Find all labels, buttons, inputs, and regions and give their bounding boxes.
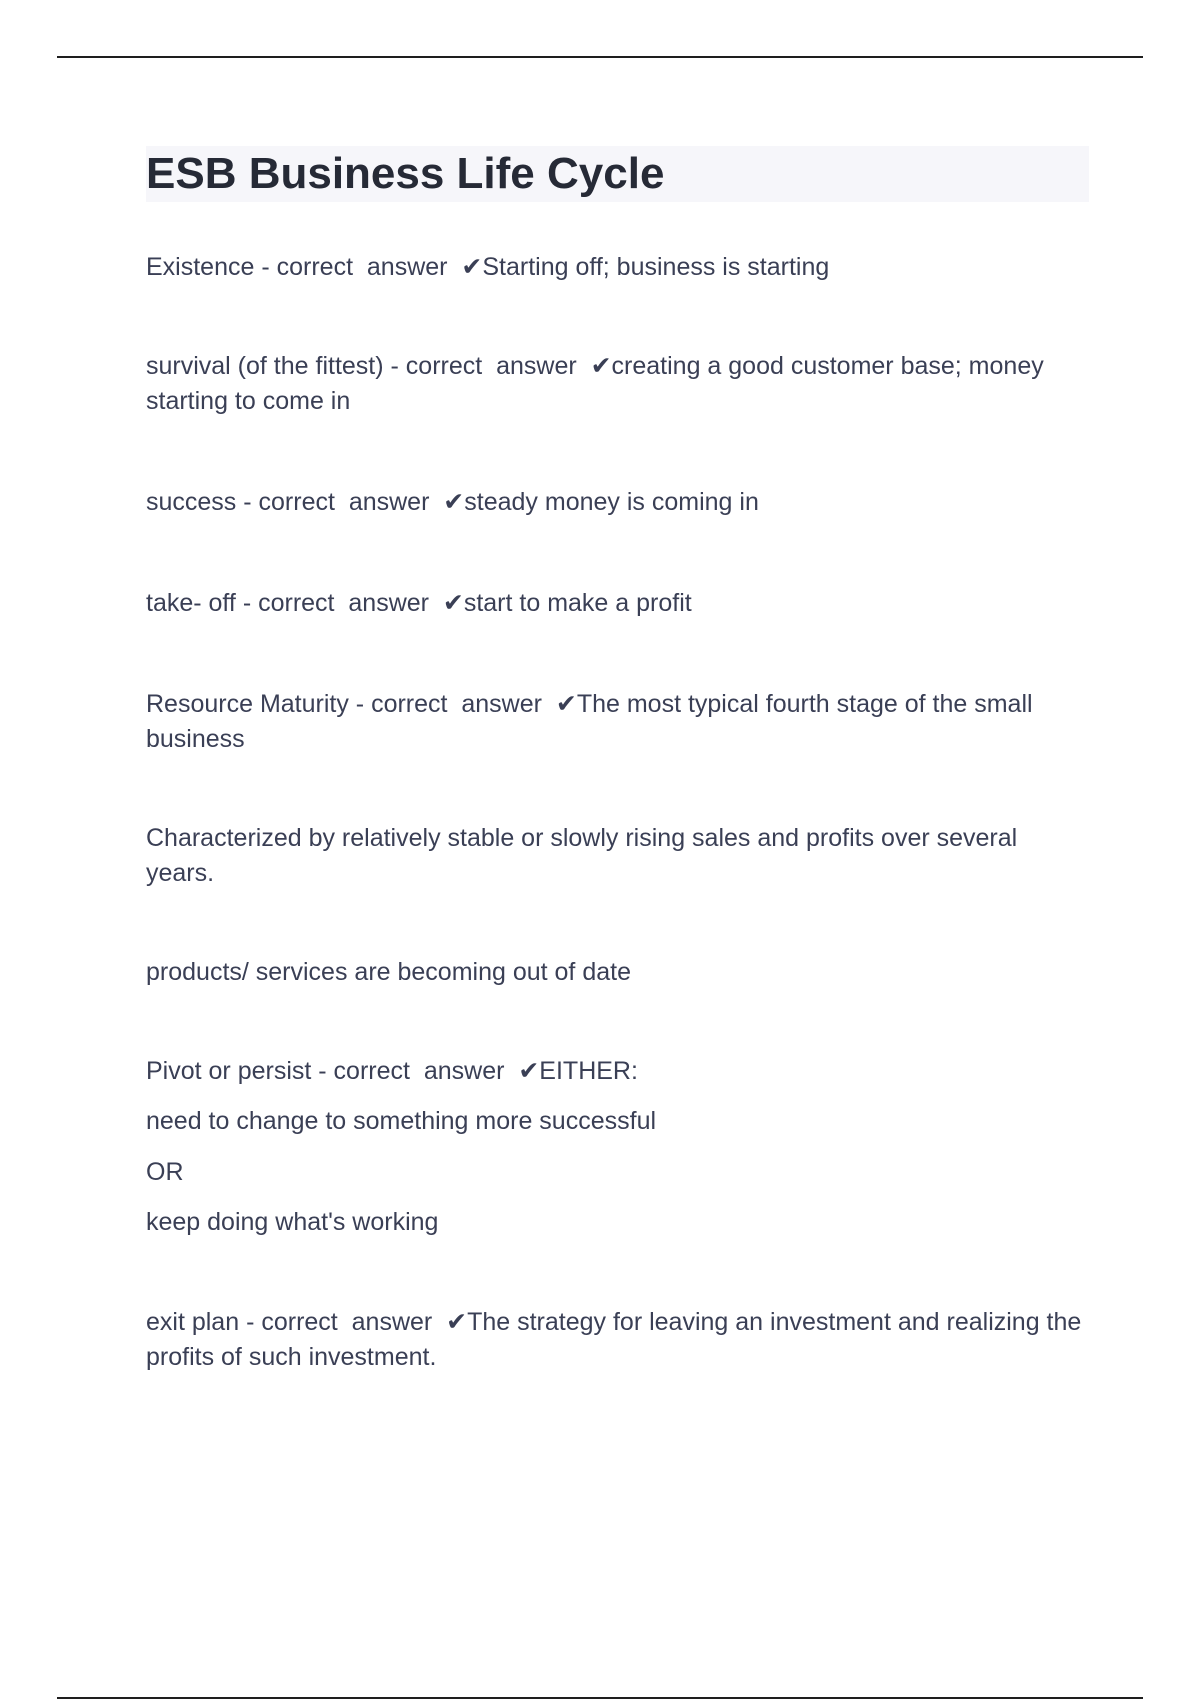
resource-maturity-note: products/ services are becoming out of date xyxy=(146,958,631,986)
card-existence xyxy=(146,250,1086,285)
pivot-line: OR xyxy=(146,1158,184,1186)
card-take-off xyxy=(146,586,1086,621)
card-definition: Starting off; business is starting xyxy=(482,253,830,281)
card-definition: steady money is coming in xyxy=(464,488,759,516)
card-separator: - correct answer ✔ xyxy=(239,1308,468,1336)
card-term: Pivot or persist xyxy=(146,1057,312,1085)
card-term: success xyxy=(146,488,237,516)
card-definition: start to make a profit xyxy=(463,589,692,617)
top-rule xyxy=(57,56,1143,58)
card-term: survival (of the fittest) xyxy=(146,352,384,380)
bottom-rule xyxy=(57,1697,1143,1699)
card-term: exit plan xyxy=(146,1308,240,1336)
card-term: Resource Maturity xyxy=(146,690,349,718)
card-term: Existence xyxy=(146,253,255,281)
card-definition: The strategy for leaving an investment and realizing the profits of such investment. xyxy=(146,1308,1089,1371)
card-separator: - correct answer ✔ xyxy=(235,589,464,617)
card-success xyxy=(146,485,1086,520)
card-definition: The most typical fourth stage of the small business xyxy=(146,690,1040,753)
card-separator: - correct answer ✔ xyxy=(348,690,577,718)
resource-maturity-note: Characterized by relatively stable or slowly rising sales and profits over several years. xyxy=(146,824,1018,887)
card-separator: - correct answer ✔ xyxy=(311,1057,540,1085)
card-definition: EITHER: xyxy=(539,1057,638,1085)
card-pivot-or-persist xyxy=(146,1054,1086,1089)
card-separator: - correct answer ✔ xyxy=(236,488,465,516)
card-separator: - correct answer ✔ xyxy=(383,352,612,380)
card-exit-plan xyxy=(146,1305,1089,1375)
card-definition: creating a good customer base; money starting to come in xyxy=(146,352,1051,415)
card-term: take- off xyxy=(146,589,236,617)
pivot-line: need to change to something more successful xyxy=(146,1107,657,1135)
card-separator: - correct answer ✔ xyxy=(254,253,483,281)
card-survival xyxy=(146,349,1086,419)
card-resource-maturity xyxy=(146,687,1086,757)
page-title: ESB Business Life Cycle xyxy=(146,149,665,198)
pivot-line: keep doing what's working xyxy=(146,1208,439,1236)
